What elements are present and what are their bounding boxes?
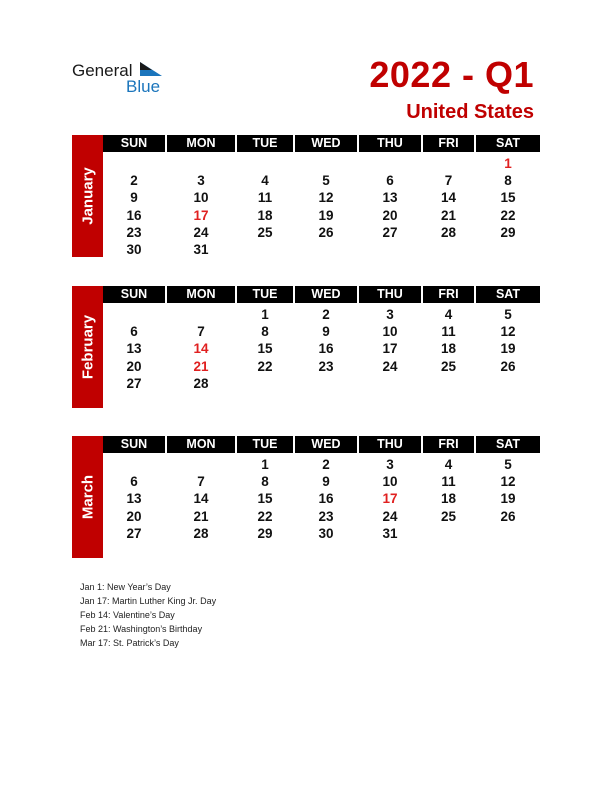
holiday-item: Feb 21: Washington’s Birthday [80,624,203,634]
holiday-date: 14 [193,341,209,357]
date-cell: 9 [322,474,330,490]
date-cell: 31 [382,525,398,541]
date-cell: 25 [257,224,273,240]
month-block-march [72,436,540,558]
date-cell: 25 [440,358,457,374]
date-cell: 26 [500,508,516,524]
date-cell: 15 [257,341,273,357]
date-cell: 5 [504,307,512,322]
date-cell: 24 [382,358,398,374]
holiday-list [80,580,216,650]
weekday-header: FRI [423,436,474,453]
weekday-header: FRI [423,135,474,152]
weekday-header: THU [359,436,421,453]
date-cell: 14 [440,190,457,206]
holiday-item: Mar 17: St. Patrick’s Day [80,638,179,648]
date-cell: 29 [500,224,516,240]
weekday-header: FRI [423,286,474,303]
date-cell: 3 [386,307,394,322]
weekday-header: WED [295,286,357,303]
holiday-date: 21 [193,358,209,374]
date-cell: 12 [500,324,516,340]
date-cell: 23 [318,358,334,374]
date-cell: 11 [257,190,273,206]
month-label: March [79,474,96,520]
date-cell: 26 [318,224,334,240]
date-cell: 9 [130,190,138,206]
date-cell: 20 [126,358,142,374]
date-cell: 30 [318,525,334,541]
date-cell: 24 [382,508,398,524]
date-cell: 7 [444,173,453,189]
date-cell: 28 [440,224,457,240]
generalblue-logo [72,58,172,98]
date-cell: 11 [441,474,456,490]
date-cell: 12 [500,474,516,490]
weekday-header: SUN [103,135,165,152]
date-cell: 7 [197,324,205,340]
date-cell: 7 [197,474,205,490]
month-label: January [79,167,96,225]
date-cell: 9 [322,324,330,340]
holiday-date: 17 [382,491,398,507]
weekday-header: MON [167,286,235,303]
weekday-header: MON [167,135,235,152]
holiday-item: Feb 14: Valentine’s Day [80,610,175,620]
date-cell: 2 [322,457,330,472]
weekday-header: THU [359,286,421,303]
date-cell: 18 [257,207,273,223]
date-cell: 21 [193,508,209,524]
date-cell: 22 [257,508,273,524]
date-cell: 5 [504,457,512,472]
date-cell: 19 [318,207,334,223]
date-cell: 3 [197,173,205,189]
logo-text-general: General [72,61,133,80]
month-band [72,135,103,257]
logo-text-blue: Blue [126,77,161,96]
date-cell: 6 [130,324,138,340]
date-cell: 27 [126,525,142,541]
date-cell: 26 [500,358,516,374]
date-cell: 24 [193,224,209,240]
date-cell: 6 [130,474,138,490]
weekday-header-row [103,436,540,453]
date-cell: 15 [257,491,273,507]
date-cell: 23 [126,224,142,240]
month-band [72,436,103,558]
weekday-header: SAT [476,286,540,303]
holiday-item: Jan 1: New Year’s Day [80,582,171,592]
date-cell: 19 [500,341,516,357]
date-cell: 13 [382,190,398,206]
date-cell: 10 [382,474,398,490]
weekday-header: MON [167,436,235,453]
date-cell: 8 [504,173,512,189]
date-cell: 13 [126,491,142,507]
date-cell: 31 [193,242,209,257]
date-cell: 1 [261,307,269,322]
date-cell: 8 [261,474,269,490]
weekday-header: SAT [476,135,540,152]
date-cell: 2 [322,307,330,322]
weekday-header: WED [295,135,357,152]
date-cell: 5 [322,173,330,189]
weekday-header: SUN [103,436,165,453]
date-cell: 23 [318,508,334,524]
date-cell: 25 [440,508,457,524]
date-cell: 8 [261,324,269,340]
date-cell: 27 [126,375,142,391]
month-block-january [72,135,540,257]
month-band [72,286,103,408]
date-cell: 2 [130,173,138,189]
holiday-item: Jan 17: Martin Luther King Jr. Day [80,596,217,606]
date-cell: 19 [500,491,516,507]
weekday-header: WED [295,436,357,453]
date-cell: 4 [261,173,269,189]
date-cell: 10 [193,190,209,206]
date-cell: 20 [126,508,142,524]
date-cell: 6 [386,173,394,189]
holiday-date: 1 [504,156,512,171]
weekday-header-row [103,286,540,303]
weekday-header: TUE [237,436,293,453]
date-cell: 4 [444,307,453,322]
weekday-header-row [103,135,540,152]
date-cell: 20 [382,207,398,223]
date-cell: 27 [382,224,398,240]
date-cell: 12 [318,190,334,206]
logo-flag-icon [140,62,162,78]
date-cell: 13 [126,341,142,357]
date-cell: 28 [193,375,209,391]
weekday-header: TUE [237,286,293,303]
date-cell: 10 [382,324,398,340]
month-block-february [72,286,540,408]
date-cell: 11 [441,324,456,340]
date-cell: 18 [440,341,457,357]
date-cell: 29 [257,525,273,541]
weekday-header: TUE [237,135,293,152]
weekday-header: SAT [476,436,540,453]
date-cell: 16 [126,207,142,223]
weekday-header: THU [359,135,421,152]
weekday-header: SUN [103,286,165,303]
date-cell: 22 [257,358,273,374]
date-cell: 16 [318,491,334,507]
date-cell: 4 [444,457,453,472]
date-cell: 30 [126,242,142,257]
page-title: 2022 - Q1 [369,54,534,95]
date-cell: 3 [386,457,394,472]
date-cell: 1 [261,457,269,472]
date-cell: 17 [382,341,398,357]
date-cell: 14 [193,491,209,507]
date-cell: 22 [500,207,516,223]
date-cell: 18 [440,491,457,507]
date-cell: 15 [500,190,516,206]
country-subtitle: United States [406,101,534,123]
date-cell: 28 [193,525,209,541]
month-label: February [79,314,96,380]
date-cell: 21 [440,207,457,223]
date-cell: 16 [318,341,334,357]
holiday-date: 17 [193,207,209,223]
